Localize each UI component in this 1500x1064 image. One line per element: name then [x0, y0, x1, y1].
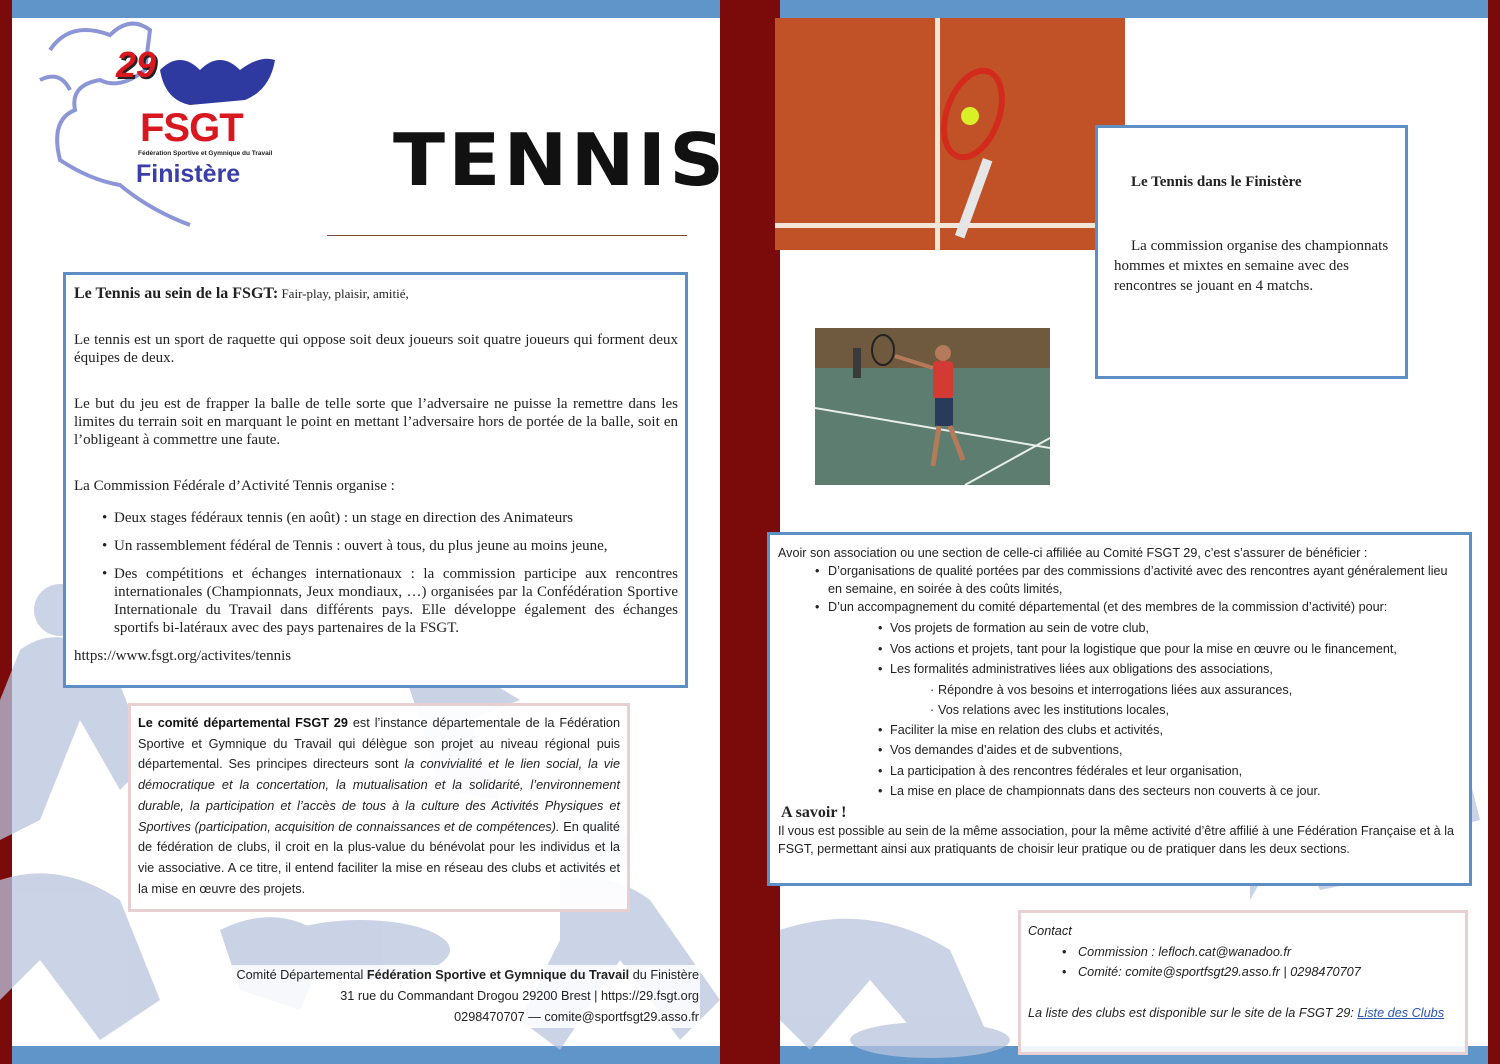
address-line1-bold: Fédération Sportive et Gymnique du Travail [366, 968, 630, 982]
list-item: • Vos projets de formation au sein de votre club, [778, 618, 1463, 639]
comite-text-2: En qualité de fédération de clubs, il croit en la plus-value du bénévolat pour les individus et la vie associative. A ce titre, il entend faciliter la mise en réseau des clubs et activités et la mise en œuvre des projets. [138, 819, 620, 896]
list-item: • Vos demandes d’aides et de subventions, [778, 740, 1463, 761]
logo-number: 29 [116, 44, 157, 85]
right-page [750, 0, 1500, 1064]
fsgt-box-paragraph-1: Le tennis est un sport de raquette qui oppose soit deux joueurs soit quatre joueurs qui forment deux équipes de deux. [74, 332, 678, 366]
list-item: • Vos actions et projets, tant pour la logistique que pour la mise en œuvre ou le financement, [778, 639, 1463, 660]
comite-departemental-box [128, 703, 630, 912]
fsgt-box-heading: Le Tennis au sein de la FSGT: [74, 285, 279, 302]
benefits-intro: Avoir son association ou une section de celle-ci affiliée au Comité FSGT 29, c’est s’assurer de bénéficier : [778, 546, 1368, 560]
list-item: • Un rassemblement fédéral de Tennis : ouvert à tous, du plus jeune au moins jeune, [114, 537, 678, 555]
fsgt-tennis-link[interactable]: https://www.fsgt.org/activites/tennis [74, 648, 292, 664]
contact-commission[interactable]: • Commission : lefloch.cat@wanadoo.fr [1028, 942, 1459, 963]
comite-bold-lead: Le comité départemental FSGT 29 [138, 716, 348, 730]
list-item: · Vos relations avec les institutions locales, [778, 700, 1463, 720]
address-line3: 0298470707 — comite@sportfsgt29.asso.fr [454, 1010, 699, 1024]
a-savoir-text: Il vous est possible au sein de la même association, pour la même activité d’être affilié à une Fédération Française et à la FSGT, permettant ainsi aux pratiquants de choisir leur pratique ou de pratiquer dans les deux sections. [778, 823, 1454, 856]
contact-box [1018, 910, 1468, 1055]
tennis-player-photo [815, 328, 1050, 485]
list-item: · Répondre à vos besoins et interrogations liées aux assurances, [778, 680, 1463, 700]
list-item: • Les formalités administratives liées aux obligations des associations, [778, 659, 1463, 680]
a-savoir-title: A savoir ! [781, 803, 847, 821]
clubs-list-link[interactable]: Liste des Clubs [1357, 1005, 1445, 1020]
footer-address [200, 965, 700, 1028]
list-item: • Deux stages fédéraux tennis (en août) : un stage en direction des Animateurs [114, 509, 678, 527]
fsgt-box-paragraph-2: Le but du jeu est de frapper la balle de telle sorte que l’adversaire ne puisse la remettre dans les limites du terrain soit en marquant le point en mettant l’adversaire hors de portée de la balle, soit en l’obligeant à commettre une faute. [74, 396, 678, 448]
list-item: • La mise en place de championnats dans des secteurs non couverts à ce jour. [778, 781, 1463, 802]
tennis-finistere-box [1095, 125, 1408, 379]
fsgt-tennis-box [63, 272, 688, 688]
contact-title: Contact [1028, 924, 1072, 938]
fsgt-box-heading-suffix: Fair-play, plaisir, amitié, [278, 286, 409, 301]
list-item: • D’organisations de qualité portées par des commissions d’activité avec des rencontres ayant généralement lieu en semaine, en soirée à des coûts limités, [778, 562, 1463, 598]
logo-region: Finistère [136, 160, 241, 188]
contact-comite[interactable]: • Comité: comite@sportfsgt29.asso.fr | 0298470707 [1028, 962, 1459, 983]
comite-principles: la convivialité et le lien social, la vie démocratique et la concertation, la mutualisation et la solidarité, l’environnement durable, la participation et l’accès de tous à la culture des Activités Physiques et Sportives (participation, acquisition de connaissances et de compétences). [138, 757, 620, 834]
address-line2: 31 rue du Commandant Drogou 29200 Brest | https://29.fsgt.org [340, 989, 699, 1003]
address-line1-post: du Finistère [629, 968, 699, 982]
logo-fsgt: FSGT [140, 106, 243, 150]
list-item: • Faciliter la mise en relation des clubs et activités, [778, 720, 1463, 741]
benefits-list [778, 562, 1463, 802]
finistere-box-heading: Le Tennis dans le Finistère [1131, 174, 1302, 190]
tennis-court-photo [775, 18, 1125, 250]
list-item: • D’un accompagnement du comité départemental (et des membres de la commission d’activité) pour: [778, 598, 1463, 616]
fsgt29-logo [30, 10, 280, 230]
fsgt-box-paragraph-3: La Commission Fédérale d’Activité Tennis organise : [74, 478, 395, 494]
racket-on-clay-image [775, 18, 1125, 250]
affiliation-benefits-box [767, 532, 1472, 886]
contact-list [1028, 942, 1459, 983]
clubs-list-text: La liste des clubs est disponible sur le site de la FSGT 29: [1028, 1005, 1358, 1020]
page-title: TENNIS [393, 118, 728, 202]
address-line1-pre: Comité Départemental [236, 968, 367, 982]
logo-subtitle: Fédération Sportive et Gymnique du Travail [138, 150, 273, 157]
finistere-box-text: La commission organise des championnats hommes et mixtes en semaine avec des rencontres se jouant en 4 matchs. [1114, 238, 1389, 294]
fsgt-box-list [74, 509, 678, 637]
list-item: • Des compétitions et échanges internationaux : la commission participe aux rencontres internationales (Championnats, Jeux mondiaux, …) organisées par la Confédération Sportive Internationale du Travail dans différents pays. Elle développe également des échanges sportifs bi-latéraux avec des pays partenaires de la FSGT. [114, 565, 678, 637]
title-underline [327, 235, 687, 236]
list-item: • La participation à des rencontres fédérales et leur organisation, [778, 761, 1463, 782]
tennis-player-image [815, 328, 1050, 485]
comite-text-1: est l’instance départementale de la Fédération Sportive et Gymnique du Travail qui délègue son projet au niveau régional puis départemental. Ses principes directeurs sont [138, 716, 620, 772]
